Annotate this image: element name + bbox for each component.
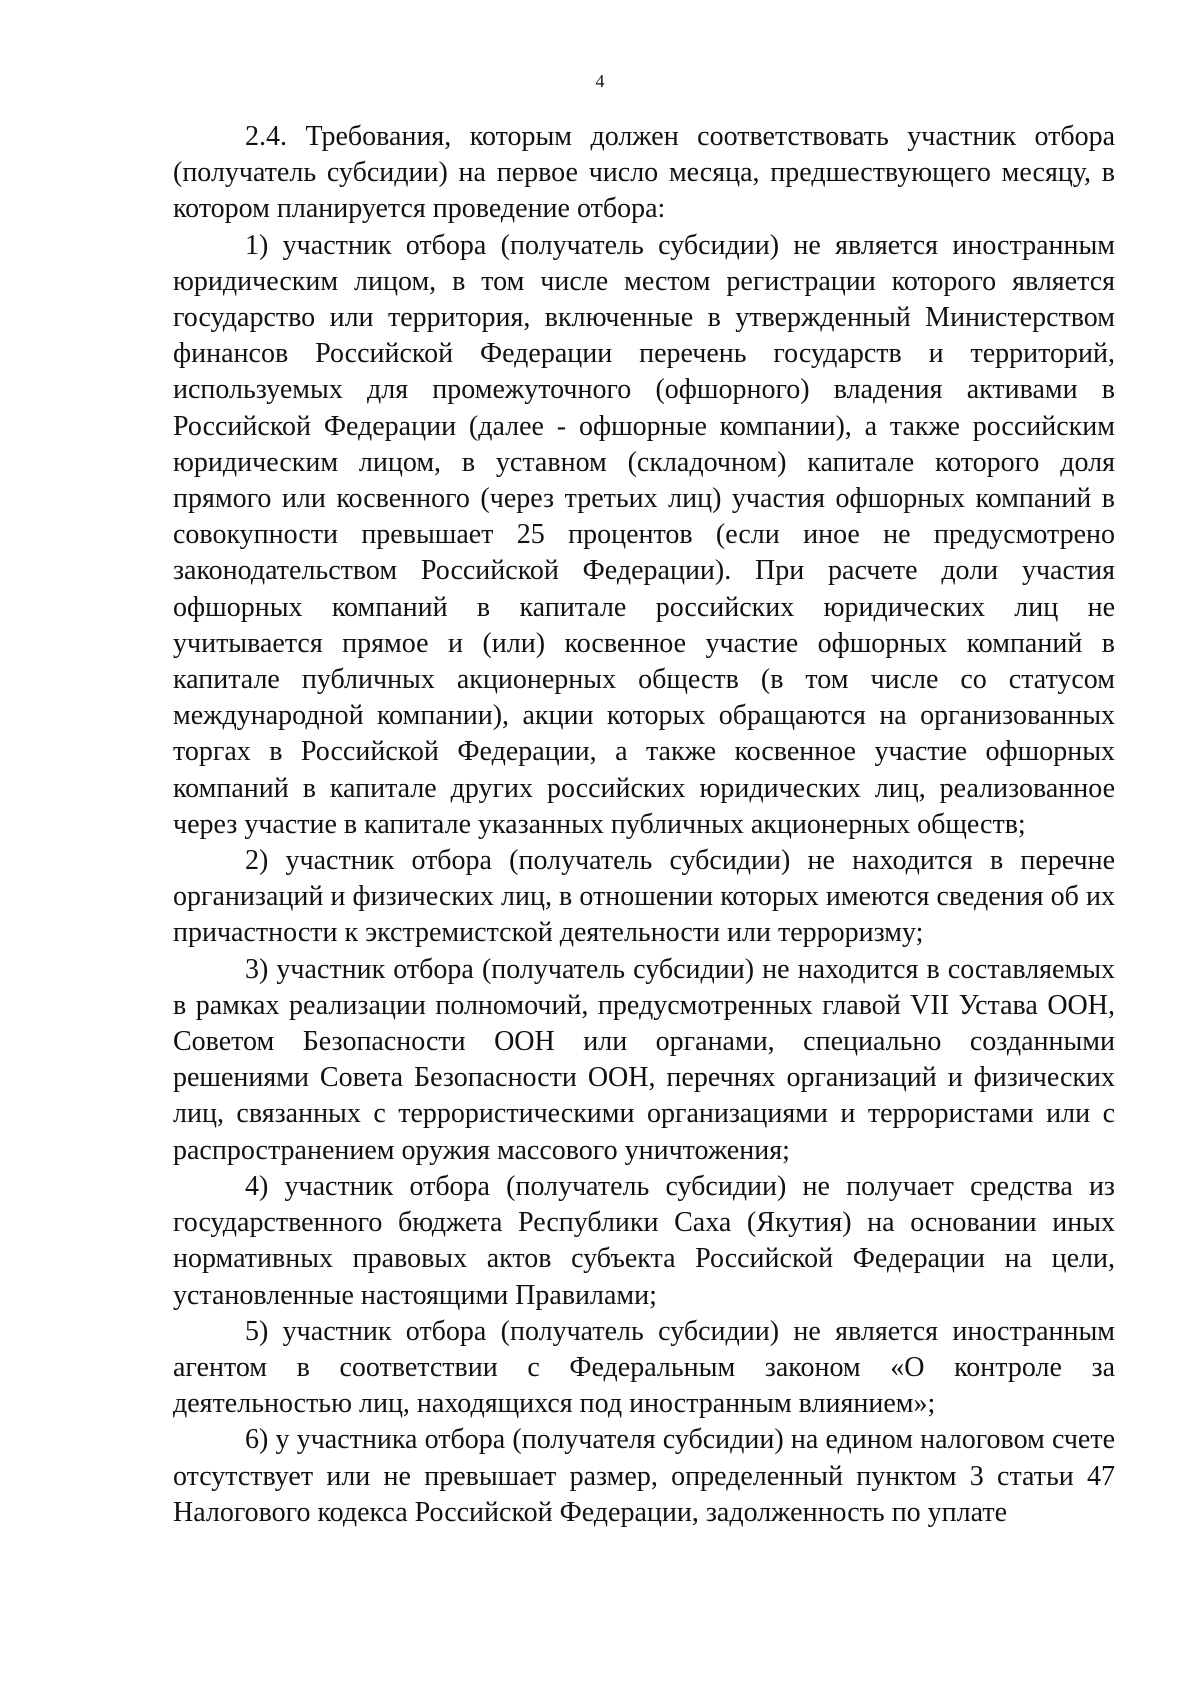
paragraph-item-4-budget-funds: 4) участник отбора (получатель субсидии) не получает средства из государственного бюджета Республики Саха (Якутия) на основании иных нормативных правовых актов субъекта Российской Федерации на цели, установленные настоящими Правилами; bbox=[173, 1170, 1115, 1311]
paragraph-item-6-tax-debt: 6) у участника отбора (получателя субсидии) на едином налоговом счете отсутствует или не превышает размер, определенный пунктом 3 статьи 47 Налогового кодекса Российской Федерации, задолженность по уплате bbox=[173, 1424, 1115, 1528]
page-number: 4 bbox=[595, 71, 605, 91]
paragraph-item-5-foreign-agent: 5) участник отбора (получатель субсидии) не является иностранным агентом в соответствии с Федеральным законом «О контроле за деятельностью лиц, находящихся под иностранным влиянием»; bbox=[173, 1315, 1115, 1420]
paragraph-2-4-requirements: 2.4. Требования, которым должен соответствовать участник отбора (получатель субсидии) на первое число месяца, предшествующего месяцу, в котором планируется проведение отбора: bbox=[173, 121, 1115, 225]
paragraph-item-3-un-lists: 3) участник отбора (получатель субсидии) не находится в составляемых в рамках реализации полномочий, предусмотренных главой VII Устава ООН, Советом Безопасности ООН или органами, специально созданными решениями Совета Безопасности ООН, перечнях организаций и физических лиц, связанных с террористическими организациями и террористами или с распространением оружия массового уничтожения; bbox=[173, 953, 1115, 1166]
paragraph-item-2-extremism: 2) участник отбора (получатель субсидии) не находится в перечне организаций и физических лиц, в отношении которых имеются сведения об их причастности к экстремистской деятельности или терроризму; bbox=[173, 845, 1115, 949]
paragraph-item-1-offshore: 1) участник отбора (получатель субсидии) не является иностранным юридическим лицом, в том числе местом регистрации которого является государство или территория, включенные в утвержденный Министерством финансов Российской Федерации перечень государств и территорий, используемых для промежуточного (офшорного) владения активами в Российской Федерации (далее - офшорные компании), а также российским юридическим лицом, в уставном (складочном) капитале которого доля прямого или косвенного (через третьих лиц) участия офшорных компаний в совокупности превышает 25 процентов (если иное не предусмотрено законодательством Российской Федерации). При расчете доли участия офшорных компаний в капитале российских юридических лиц не учитывается прямое и (или) косвенное участие офшорных компаний в капитале публичных акционерных обществ (в том числе со статусом международной компании), акции которых обращаются на организованных торгах в Российской Федерации, а также косвенное участие офшорных компаний в капитале других российских юридических лиц, реализованное через участие в капитале указанных публичных акционерных обществ; bbox=[173, 229, 1115, 840]
document-body bbox=[173, 119, 1115, 1531]
